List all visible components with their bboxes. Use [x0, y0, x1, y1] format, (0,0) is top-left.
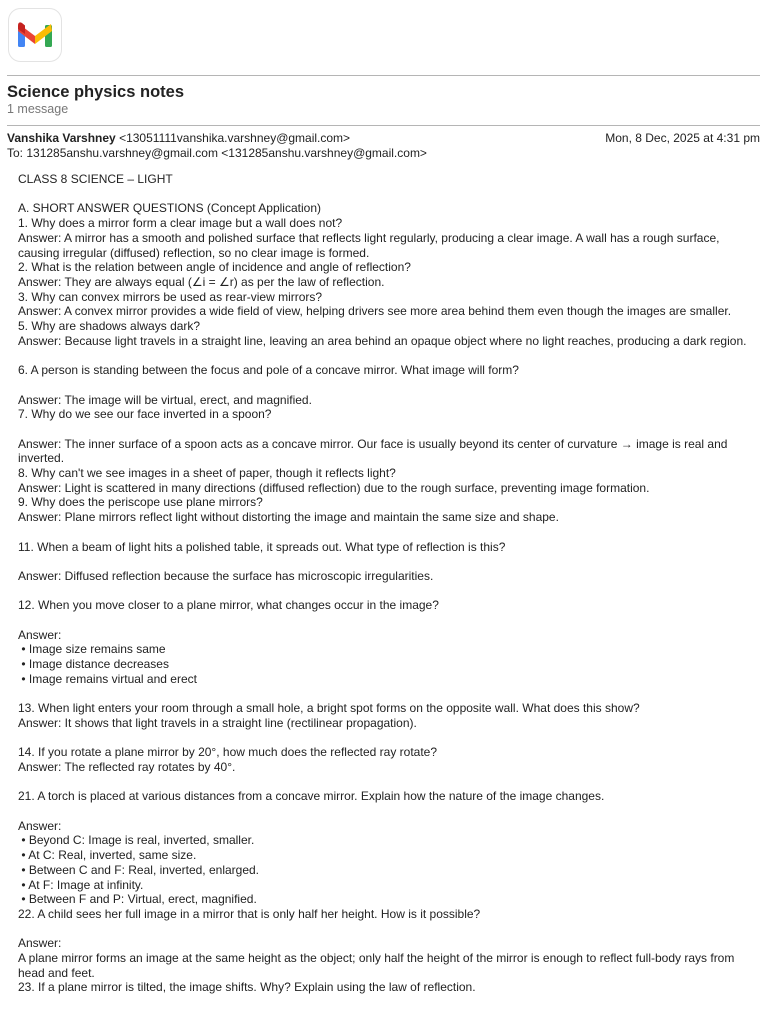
body-line: • Image size remains same: [18, 642, 166, 657]
body-line: [18, 378, 748, 393]
body-line: • Between C and F: Real, inverted, enlarged.: [18, 862, 260, 877]
sender-name: Vanshika Varshney: [7, 131, 116, 145]
body-line: 1. Why does a mirror form a clear image but a wall does not?: [18, 216, 343, 231]
body-line: Answer:: [18, 627, 62, 642]
body-line: 14. If you rotate a plane mirror by 20°, how much does the reflected ray rotate?: [18, 745, 438, 760]
body-line: 8. Why can't we see images in a sheet of paper, though it reflects light?: [18, 466, 396, 480]
gmail-logo-icon: [8, 8, 62, 62]
body-line: Answer: They are always equal (∠i = ∠r) as per the law of reflection.: [18, 274, 385, 289]
body-line: [18, 731, 748, 746]
body-line: Answer: A convex mirror provides a wide field of view, helping drivers see more area behind them even though the images are smaller.: [18, 304, 732, 319]
body-line: A plane mirror forms an image at the same height as the object; only half the height of the mirror is enough to reflect full-body rays from head and feet.: [18, 951, 738, 980]
body-line: 11. When a beam of light hits a polished table, it spreads out. What type of reflection is this?: [18, 539, 506, 554]
body-line: A. SHORT ANSWER QUESTIONS (Concept Application): [18, 201, 321, 216]
body-line: • Image distance decreases: [18, 657, 169, 672]
message-count: 1 message: [7, 102, 69, 116]
body-line: • Between F and P: Virtual, erect, magnified.: [18, 892, 257, 907]
body-line: [18, 187, 748, 202]
message-divider: [7, 125, 760, 126]
body-line: [18, 613, 748, 628]
body-line: [18, 348, 748, 363]
body-line: Answer: Because light travels in a straight line, leaving an area behind an opaque object where no light reaches, producing a dark region.: [18, 333, 747, 348]
body-line: [18, 584, 748, 599]
message-header: [7, 131, 760, 161]
body-line: • At F: Image at infinity.: [18, 877, 144, 892]
email-body: [18, 172, 748, 995]
header-divider: [7, 75, 760, 76]
body-line: 7. Why do we see our face inverted in a spoon?: [18, 407, 272, 422]
body-line: [18, 922, 748, 937]
body-line: 12. When you move closer to a plane mirror, what changes occur in the image?: [18, 598, 439, 613]
body-line: [18, 804, 748, 819]
body-line: Answer: Light is scattered in many directions (diffused reflection) due to the rough surface, preventing image formation.: [18, 480, 650, 495]
body-line: 2. What is the relation between angle of incidence and angle of reflection?: [18, 260, 411, 275]
body-line: 21. A torch is placed at various distances from a concave mirror. Explain how the nature of the image changes.: [18, 789, 605, 804]
body-line: 13. When light enters your room through a small hole, a bright spot forms on the opposite wall. What does this show?: [18, 701, 640, 716]
body-line: 9. Why does the periscope use plane mirrors?: [18, 495, 263, 510]
body-line: 6. A person is standing between the focus and pole of a concave mirror. What image will form?: [18, 363, 519, 378]
body-line: Answer: The image will be virtual, erect, and magnified.: [18, 392, 312, 407]
body-line: Answer: It shows that light travels in a straight line (rectilinear propagation).: [18, 715, 417, 730]
body-line: Answer: The reflected ray rotates by 40°.: [18, 759, 236, 774]
body-line: [18, 554, 748, 569]
body-line: 3. Why can convex mirrors be used as rear-view mirrors?: [18, 289, 323, 304]
body-line: Answer: The inner surface of a spoon acts as a concave mirror. Our face is usually beyond its center of curvature → image is real and inverted.: [18, 436, 731, 466]
body-line: Answer:: [18, 818, 62, 833]
body-line: [18, 686, 748, 701]
body-line: • Beyond C: Image is real, inverted, smaller.: [18, 833, 255, 848]
message-date: Mon, 8 Dec, 2025 at 4:31 pm: [605, 131, 760, 145]
body-line: CLASS 8 SCIENCE – LIGHT: [18, 172, 173, 186]
body-line: 22. A child sees her full image in a mirror that is only half her height. How is it possible?: [18, 906, 481, 921]
body-line: [18, 422, 748, 437]
body-line: Answer:: [18, 936, 62, 951]
body-line: Answer: Plane mirrors reflect light without distorting the image and maintain the same size and shape.: [18, 510, 559, 525]
body-line: 23. If a plane mirror is tilted, the image shifts. Why? Explain using the law of reflection.: [18, 980, 476, 995]
body-line: [18, 525, 748, 540]
body-line: • Image remains virtual and erect: [18, 671, 197, 686]
body-line: [18, 775, 748, 790]
body-line: Answer: A mirror has a smooth and polished surface that reflects light regularly, producing a clear image. A wall has a rough surface, causing irregular (diffused) reflection, so no clear image is formed.: [18, 230, 723, 260]
body-line: 5. Why are shadows always dark?: [18, 319, 201, 334]
body-line: • At C: Real, inverted, same size.: [18, 848, 197, 863]
recipient-line: To: 131285anshu.varshney@gmail.com <131285anshu.varshney@gmail.com>: [7, 146, 427, 160]
from-line: [7, 131, 760, 146]
email-subject: Science physics notes: [7, 83, 184, 101]
body-line: Answer: Diffused reflection because the surface has microscopic irregularities.: [18, 568, 434, 583]
sender-email[interactable]: <13051111vanshika.varshney@gmail.com>: [119, 131, 351, 145]
